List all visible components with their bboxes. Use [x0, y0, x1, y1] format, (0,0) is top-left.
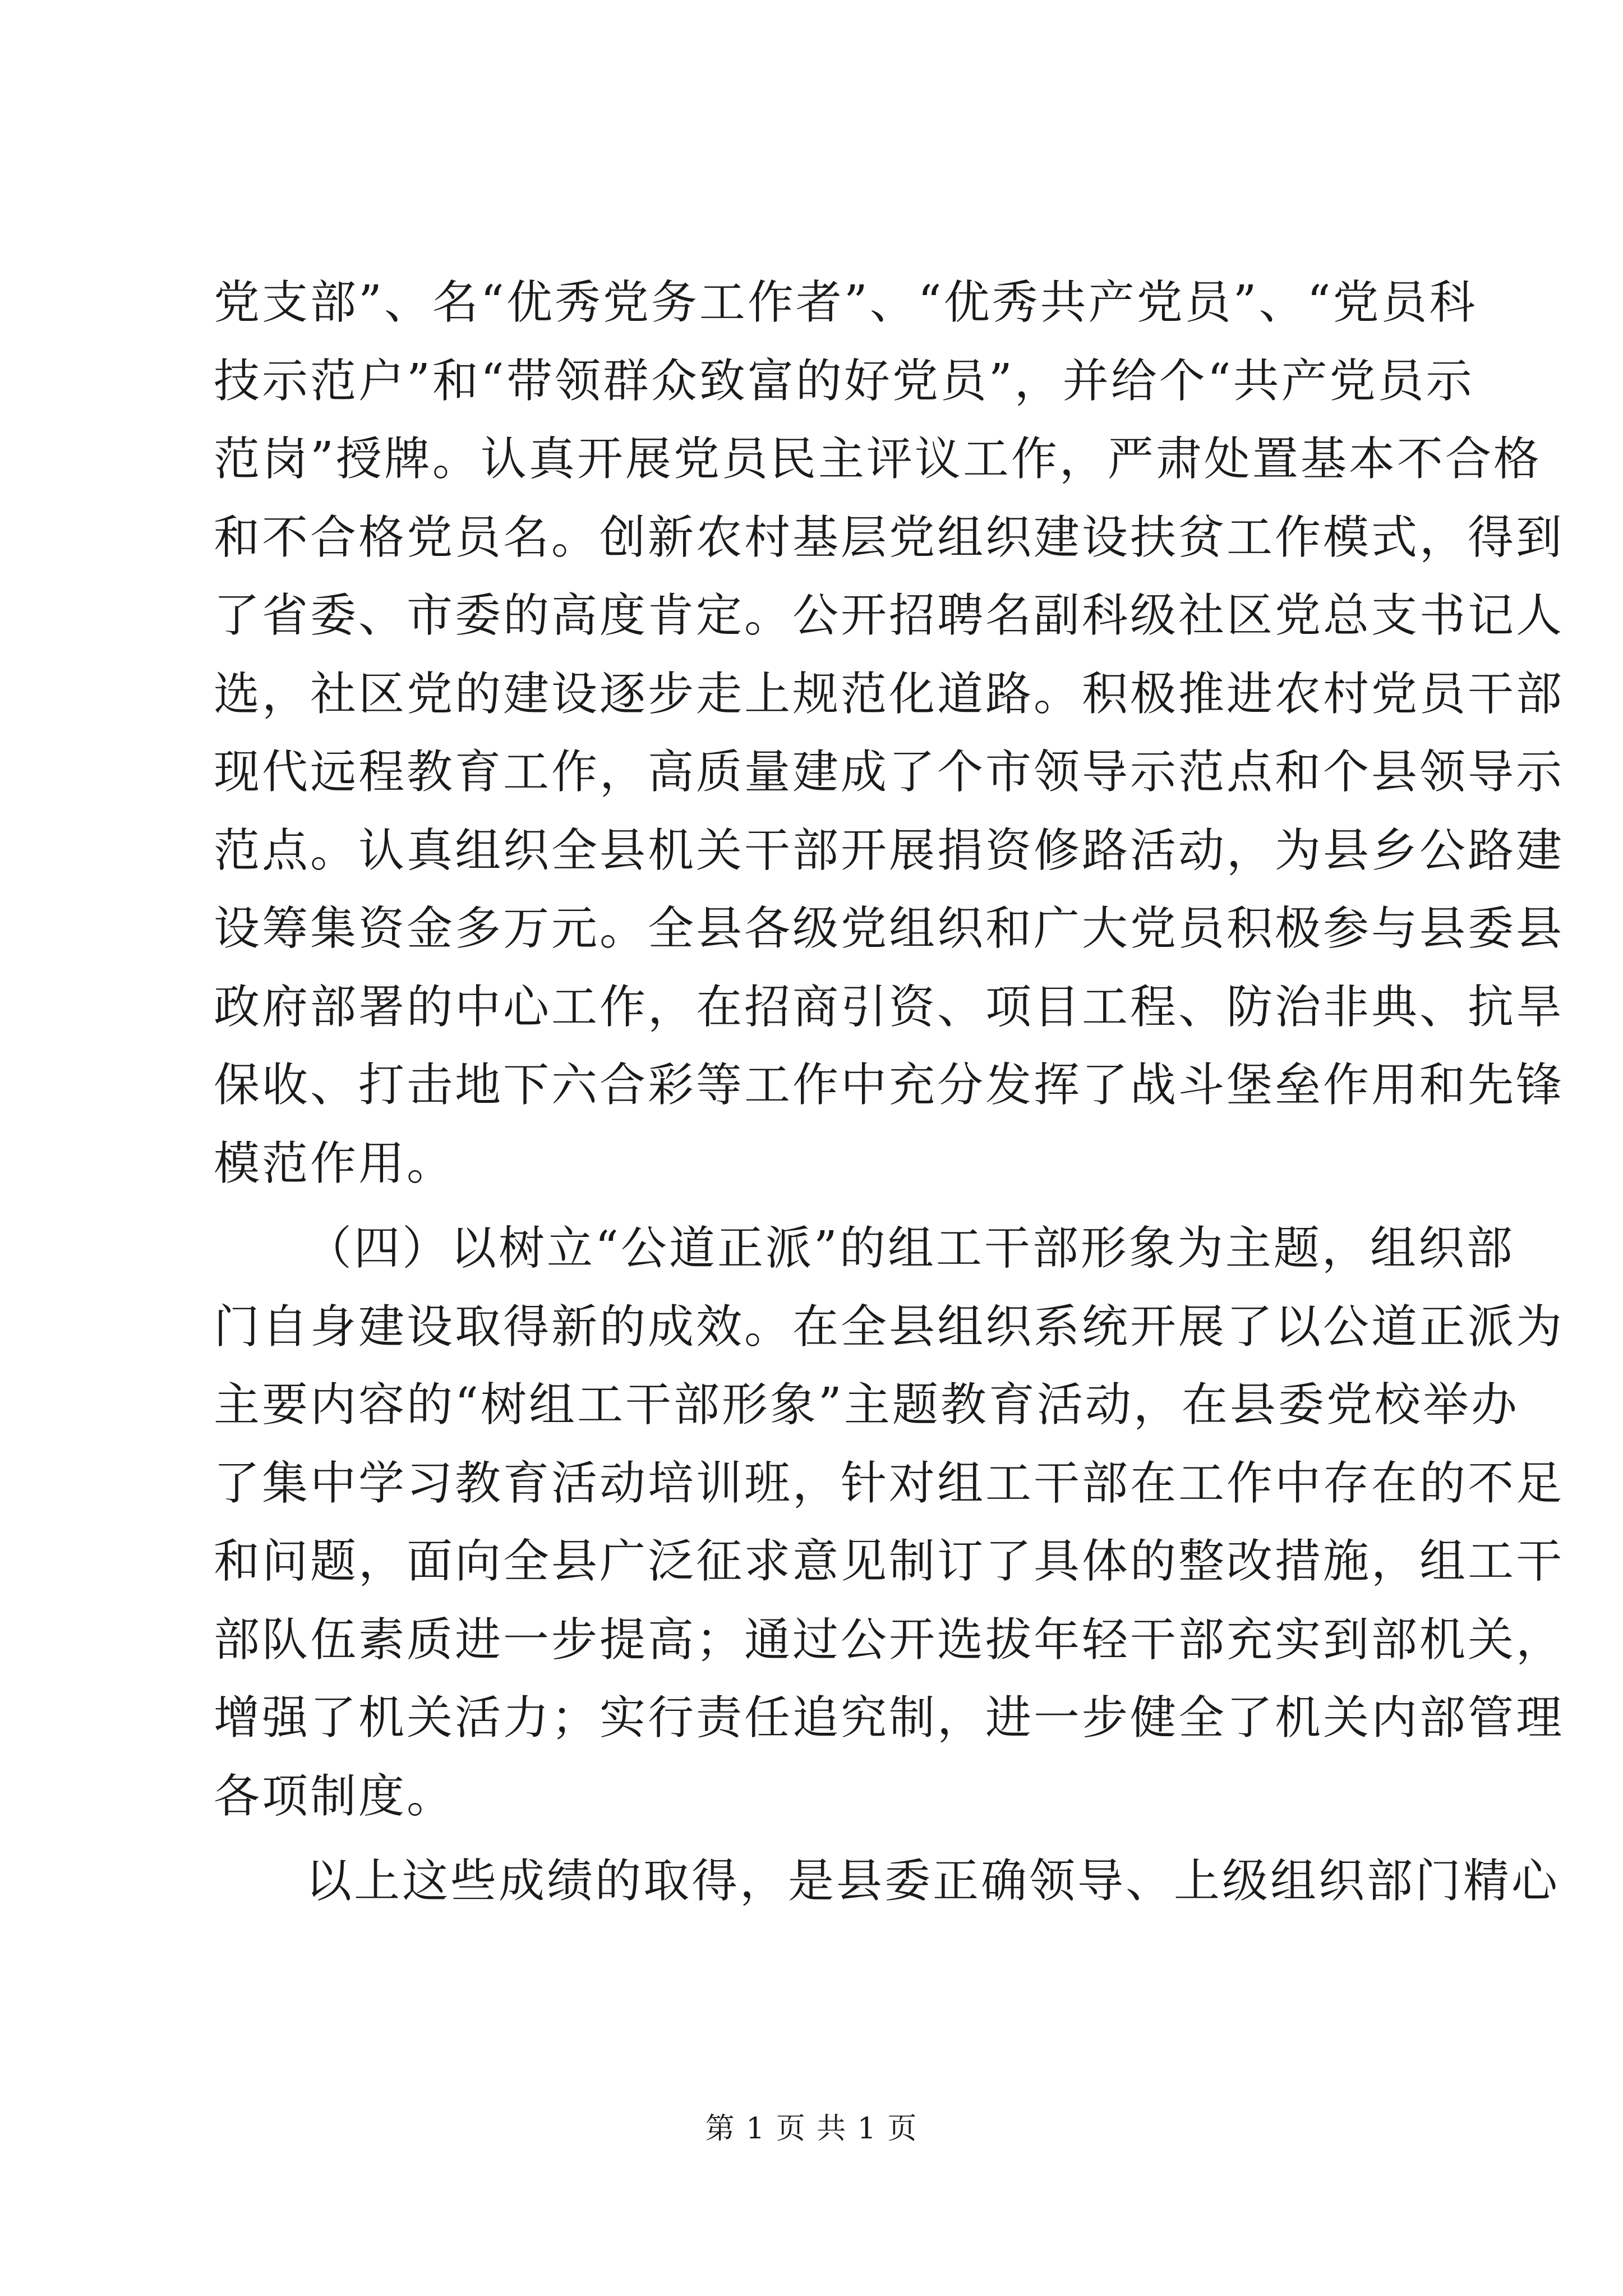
text-line: 各项制度。 [214, 1769, 455, 1823]
text-line: 范岗”授牌。认真开展党员民主评议工作，严肃处置基本不合格 [214, 432, 1542, 486]
text-line: 技示范户”和“带领群众致富的好党员”，并给个“共产党员示 [214, 354, 1474, 408]
text-line: 设筹集资金多万元。全县各级党组织和广大党员积极参与县委县 [214, 902, 1565, 955]
paragraph [214, 264, 1565, 1203]
text-line: 保收、打击地下六合彩等工作中充分发挥了战斗堡垒作用和先锋 [214, 1059, 1565, 1112]
text-line: 和问题，面向全县广泛征求意见制订了具体的整改措施，组工干 [214, 1535, 1565, 1588]
text-line: 党支部”、名“优秀党务工作者”、“优秀共产党员”、“党员科 [214, 276, 1478, 329]
text-line: 以上这些成绩的取得，是县委正确领导、上级组织部门精心 [306, 1855, 1560, 1908]
text-line: 范点。认真组织全县机关干部开展捐资修路活动，为县乡公路建 [214, 823, 1565, 877]
text-line: 主要内容的“树组工干部形象”主题教育活动，在县委党校举办 [214, 1378, 1519, 1432]
text-line: 和不合格党员名。创新农村基层党组织建设扶贫工作模式，得到 [214, 510, 1565, 564]
text-line: 了集中学习教育活动培训班，针对组工干部在工作中存在的不足 [214, 1456, 1565, 1510]
paragraph [214, 1209, 1565, 1835]
text-line: 部队伍素质进一步提高；通过公开选拔年轻干部充实到部机关， [214, 1613, 1565, 1667]
text-line: 了省委、市委的高度肯定。公开招聘名副科级社区党总支书记人 [214, 589, 1565, 642]
text-line: 政府部署的中心工作，在招商引资、项目工程、防治非典、抗旱 [214, 980, 1565, 1034]
text-line: 门自身建设取得新的成效。在全县组织系统开展了以公道正派为 [214, 1300, 1565, 1354]
text-line: 增强了机关活力；实行责任追究制，进一步健全了机关内部管理 [214, 1691, 1565, 1745]
page-number-footer: 第 1 页 共 1 页 [705, 2112, 918, 2146]
text-line: 现代远程教育工作，高质量建成了个市领导示范点和个县领导示 [214, 746, 1565, 799]
text-line: 选，社区党的建设逐步走上规范化道路。积极推进农村党员干部 [214, 667, 1565, 721]
text-line: （四）以树立“公道正派”的组工干部形象为主题，组织部 [306, 1222, 1515, 1275]
paragraph [214, 1842, 1560, 1921]
document-body [214, 264, 1565, 1921]
text-line: 模范作用。 [214, 1137, 455, 1190]
